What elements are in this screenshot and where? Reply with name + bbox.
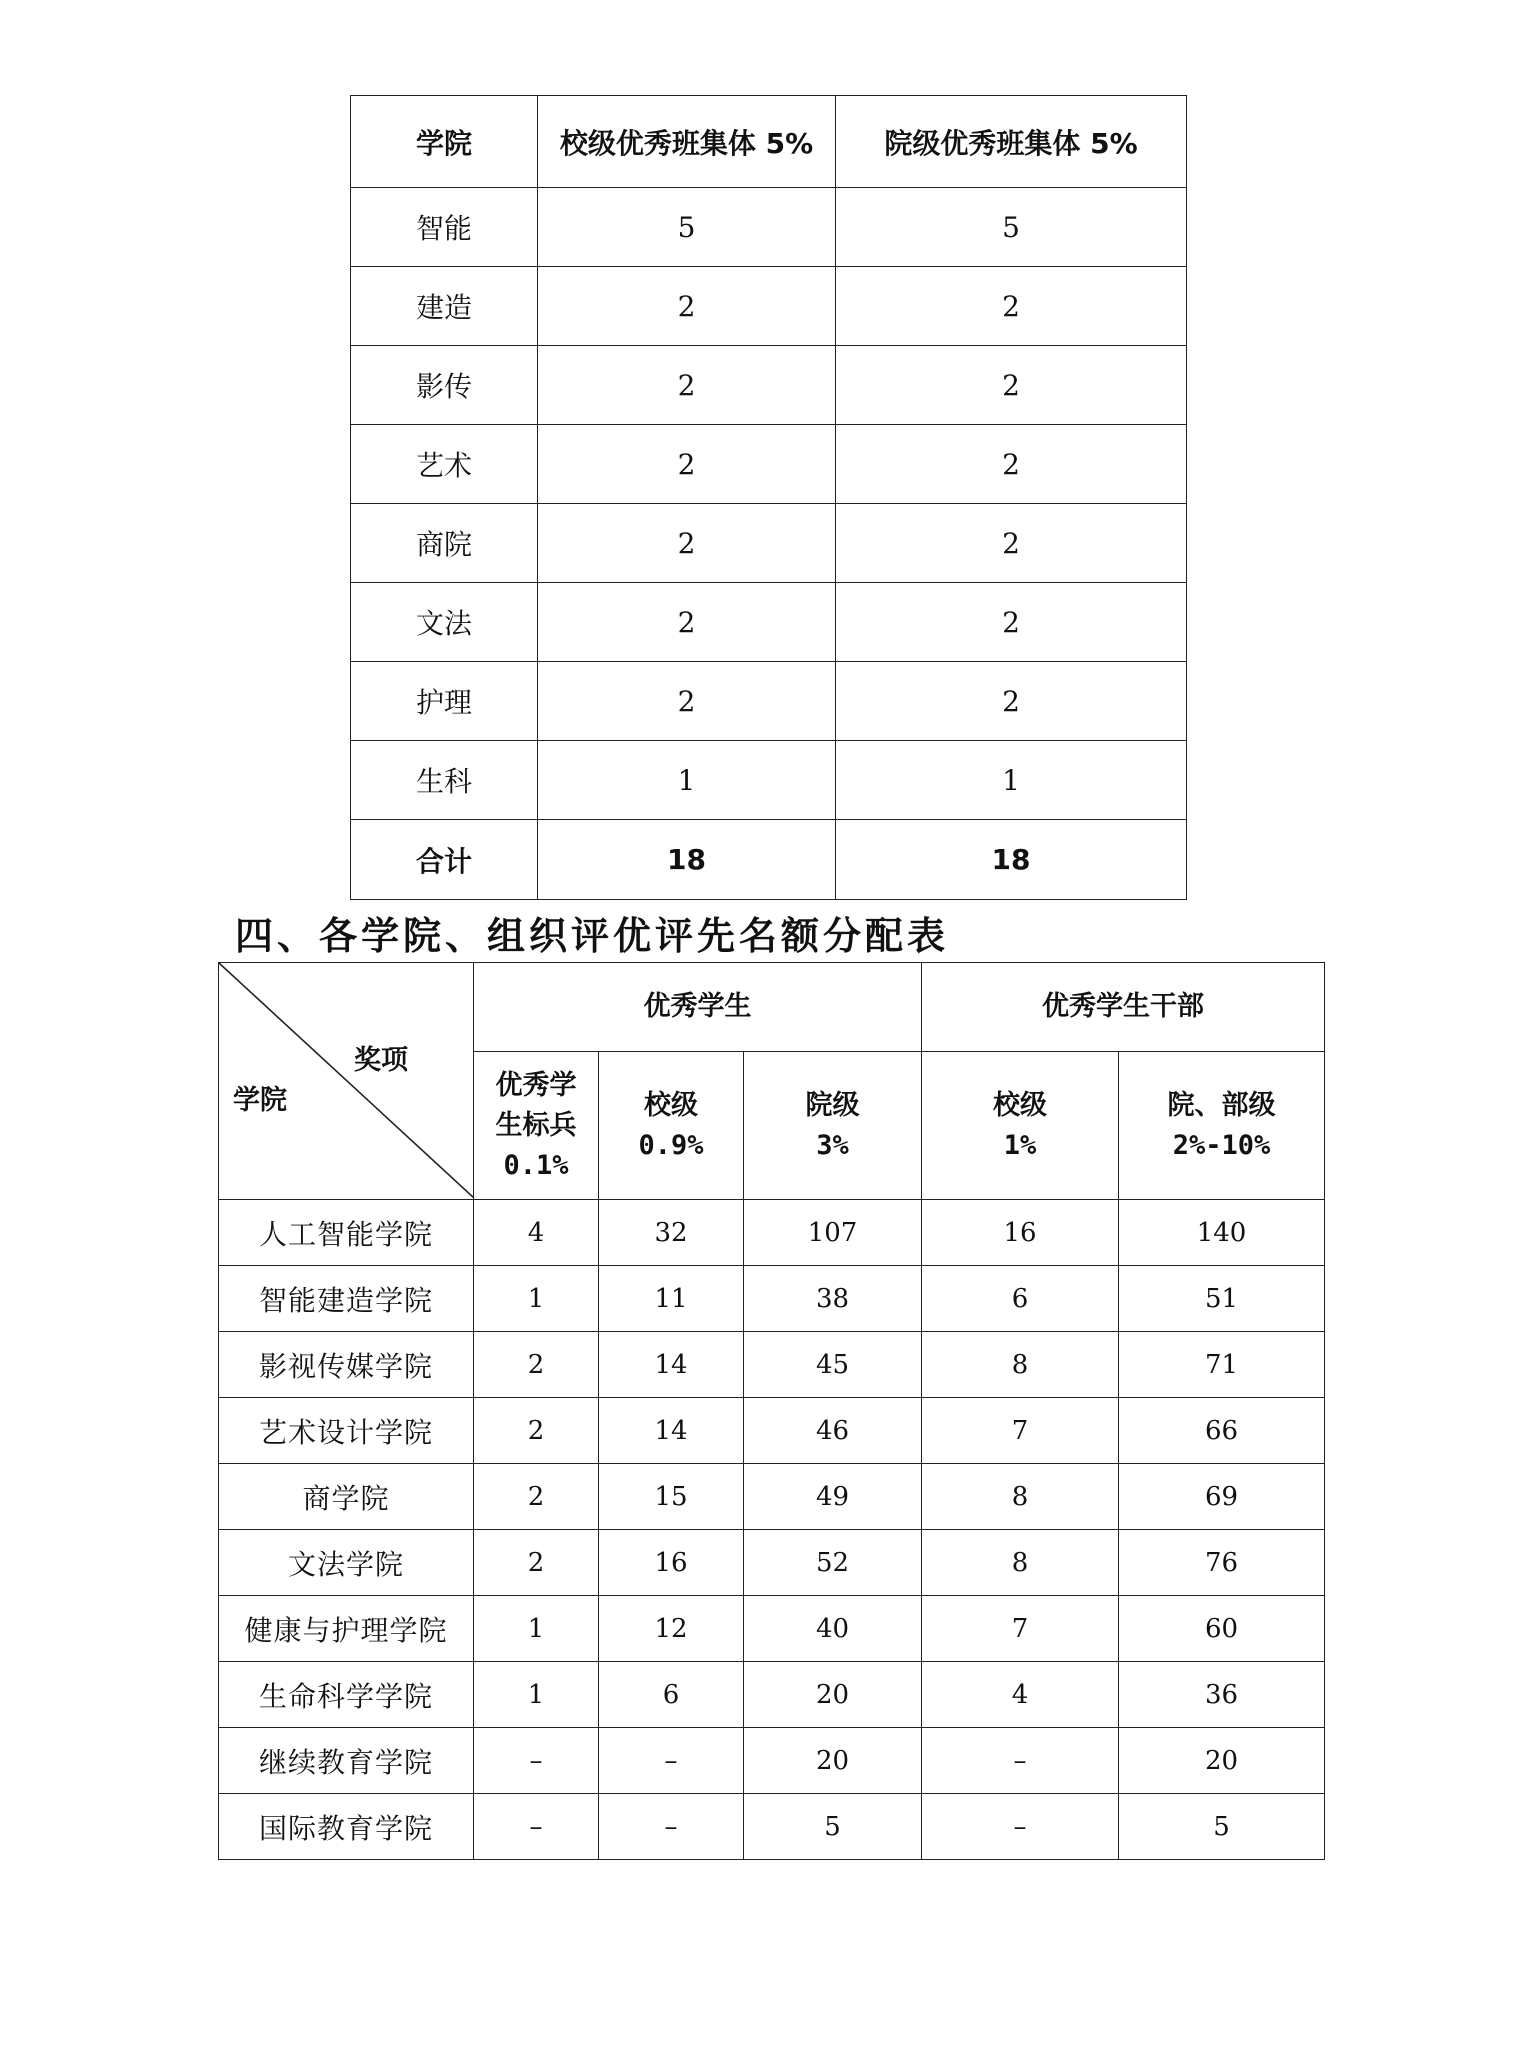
row-school-student: 11 xyxy=(599,1266,744,1332)
row-college-value: 1 xyxy=(836,741,1187,820)
group-header-cadres: 优秀学生干部 xyxy=(922,963,1325,1052)
table-row xyxy=(219,1530,1325,1596)
header-school-student xyxy=(599,1052,744,1200)
row-school-student: 32 xyxy=(599,1200,744,1266)
row-model-student: 1 xyxy=(474,1596,599,1662)
row-college-name: 艺术设计学院 xyxy=(219,1398,474,1464)
row-college-name: 健康与护理学院 xyxy=(219,1596,474,1662)
header-line: 校级 xyxy=(993,1089,1048,1121)
row-college-name: 人工智能学院 xyxy=(219,1200,474,1266)
table-row xyxy=(351,425,1187,504)
row-school-value: 1 xyxy=(538,741,836,820)
table-row xyxy=(219,1332,1325,1398)
row-school-cadre: 8 xyxy=(922,1464,1119,1530)
row-model-student: 1 xyxy=(474,1662,599,1728)
row-college-student: 20 xyxy=(744,1662,922,1728)
row-school-cadre: 7 xyxy=(922,1596,1119,1662)
row-college-student: 49 xyxy=(744,1464,922,1530)
row-college-value: 2 xyxy=(836,267,1187,346)
header-college-cadre xyxy=(1119,1052,1325,1200)
row-school-cadre: 8 xyxy=(922,1332,1119,1398)
row-college-value: 2 xyxy=(836,662,1187,741)
row-college-cadre: 71 xyxy=(1119,1332,1325,1398)
table-row xyxy=(351,662,1187,741)
table-row xyxy=(219,1728,1325,1794)
row-model-student: 2 xyxy=(474,1332,599,1398)
row-college: 影传 xyxy=(351,346,538,425)
row-school-cadre: 4 xyxy=(922,1662,1119,1728)
table-row xyxy=(219,1200,1325,1266)
row-school-student: 14 xyxy=(599,1398,744,1464)
header-percent: 0.1% xyxy=(503,1149,569,1181)
row-college-name: 智能建造学院 xyxy=(219,1266,474,1332)
row-school-value: 2 xyxy=(538,504,836,583)
corner-college-label: 学院 xyxy=(233,1085,287,1116)
table-row xyxy=(351,267,1187,346)
row-school-value: 2 xyxy=(538,662,836,741)
row-college: 商院 xyxy=(351,504,538,583)
row-school-value: 2 xyxy=(538,583,836,662)
row-school-student: 16 xyxy=(599,1530,744,1596)
row-model-student: 2 xyxy=(474,1464,599,1530)
row-school-cadre: – xyxy=(922,1728,1119,1794)
header-model-student xyxy=(474,1052,599,1200)
row-college-name: 生命科学学院 xyxy=(219,1662,474,1728)
row-model-student: 2 xyxy=(474,1398,599,1464)
row-college-value: 2 xyxy=(836,425,1187,504)
table-row xyxy=(219,1266,1325,1332)
row-college-student: 5 xyxy=(744,1794,922,1860)
table-row xyxy=(219,1596,1325,1662)
row-model-student: – xyxy=(474,1794,599,1860)
row-college-cadre: 66 xyxy=(1119,1398,1325,1464)
row-college-cadre: 36 xyxy=(1119,1662,1325,1728)
row-school-cadre: 8 xyxy=(922,1530,1119,1596)
row-school-cadre: 6 xyxy=(922,1266,1119,1332)
row-college-cadre: 20 xyxy=(1119,1728,1325,1794)
row-school-student: 6 xyxy=(599,1662,744,1728)
header-line: 生标兵 xyxy=(495,1109,577,1141)
header-percent: 2%-10% xyxy=(1172,1129,1271,1161)
row-college-value: 5 xyxy=(836,188,1187,267)
header-college-student xyxy=(744,1052,922,1200)
group-header-students: 优秀学生 xyxy=(474,963,922,1052)
row-school-value: 2 xyxy=(538,346,836,425)
table-header-row xyxy=(351,96,1187,188)
row-model-student: – xyxy=(474,1728,599,1794)
row-college-name: 国际教育学院 xyxy=(219,1794,474,1860)
row-college-cadre: 51 xyxy=(1119,1266,1325,1332)
row-school-cadre: 7 xyxy=(922,1398,1119,1464)
corner-award-label: 奖项 xyxy=(354,1045,408,1076)
row-college-value: 2 xyxy=(836,346,1187,425)
row-college-student: 107 xyxy=(744,1200,922,1266)
header-school-cadre xyxy=(922,1052,1119,1200)
table-row xyxy=(219,1662,1325,1728)
table-row xyxy=(351,741,1187,820)
header-line: 院、部级 xyxy=(1167,1089,1276,1121)
header-percent: 0.9% xyxy=(638,1129,704,1161)
row-college-student: 38 xyxy=(744,1266,922,1332)
row-college-student: 46 xyxy=(744,1398,922,1464)
row-college-cadre: 76 xyxy=(1119,1530,1325,1596)
row-college-cadre: 69 xyxy=(1119,1464,1325,1530)
row-college-cadre: 140 xyxy=(1119,1200,1325,1266)
total-college-value: 18 xyxy=(836,820,1187,900)
row-school-student: 15 xyxy=(599,1464,744,1530)
row-college: 智能 xyxy=(351,188,538,267)
table-row xyxy=(219,1464,1325,1530)
row-college-name: 商学院 xyxy=(219,1464,474,1530)
row-college-cadre: 5 xyxy=(1119,1794,1325,1860)
row-school-value: 2 xyxy=(538,425,836,504)
row-college-name: 继续教育学院 xyxy=(219,1728,474,1794)
row-school-student: 14 xyxy=(599,1332,744,1398)
total-label: 合计 xyxy=(351,820,538,900)
corner-header xyxy=(219,963,474,1200)
row-school-student: 12 xyxy=(599,1596,744,1662)
row-college-name: 影视传媒学院 xyxy=(219,1332,474,1398)
total-school-value: 18 xyxy=(538,820,836,900)
row-model-student: 4 xyxy=(474,1200,599,1266)
row-school-value: 2 xyxy=(538,267,836,346)
group-header-row xyxy=(219,963,1325,1052)
row-school-student: – xyxy=(599,1728,744,1794)
row-model-student: 2 xyxy=(474,1530,599,1596)
total-row xyxy=(351,820,1187,900)
section-heading: 四、各学院、组织评优评先名额分配表 xyxy=(235,914,950,958)
row-college-value: 2 xyxy=(836,583,1187,662)
table-row xyxy=(351,188,1187,267)
header-percent: 3% xyxy=(816,1129,849,1161)
table-row xyxy=(219,1794,1325,1860)
row-college-name: 文法学院 xyxy=(219,1530,474,1596)
row-college: 建造 xyxy=(351,267,538,346)
header-college: 学院 xyxy=(351,96,538,188)
row-school-cadre: – xyxy=(922,1794,1119,1860)
table-row xyxy=(351,504,1187,583)
row-model-student: 1 xyxy=(474,1266,599,1332)
header-line: 优秀学 xyxy=(495,1069,577,1101)
row-college-student: 45 xyxy=(744,1332,922,1398)
row-college-cadre: 60 xyxy=(1119,1596,1325,1662)
table-row xyxy=(351,346,1187,425)
header-college-class: 院级优秀班集体 5% xyxy=(836,96,1187,188)
class-quota-table xyxy=(350,95,1187,900)
header-line: 院级 xyxy=(805,1089,860,1121)
row-school-value: 5 xyxy=(538,188,836,267)
header-percent: 1% xyxy=(1003,1129,1037,1161)
row-college: 文法 xyxy=(351,583,538,662)
row-school-cadre: 16 xyxy=(922,1200,1119,1266)
row-college: 生科 xyxy=(351,741,538,820)
header-line: 校级 xyxy=(644,1089,698,1121)
header-school-class: 校级优秀班集体 5% xyxy=(538,96,836,188)
table-row xyxy=(351,583,1187,662)
row-college-student: 40 xyxy=(744,1596,922,1662)
award-quota-table xyxy=(218,962,1325,1860)
table-row xyxy=(219,1398,1325,1464)
row-college: 护理 xyxy=(351,662,538,741)
row-college-student: 20 xyxy=(744,1728,922,1794)
row-college-student: 52 xyxy=(744,1530,922,1596)
row-college: 艺术 xyxy=(351,425,538,504)
row-college-value: 2 xyxy=(836,504,1187,583)
row-school-student: – xyxy=(599,1794,744,1860)
